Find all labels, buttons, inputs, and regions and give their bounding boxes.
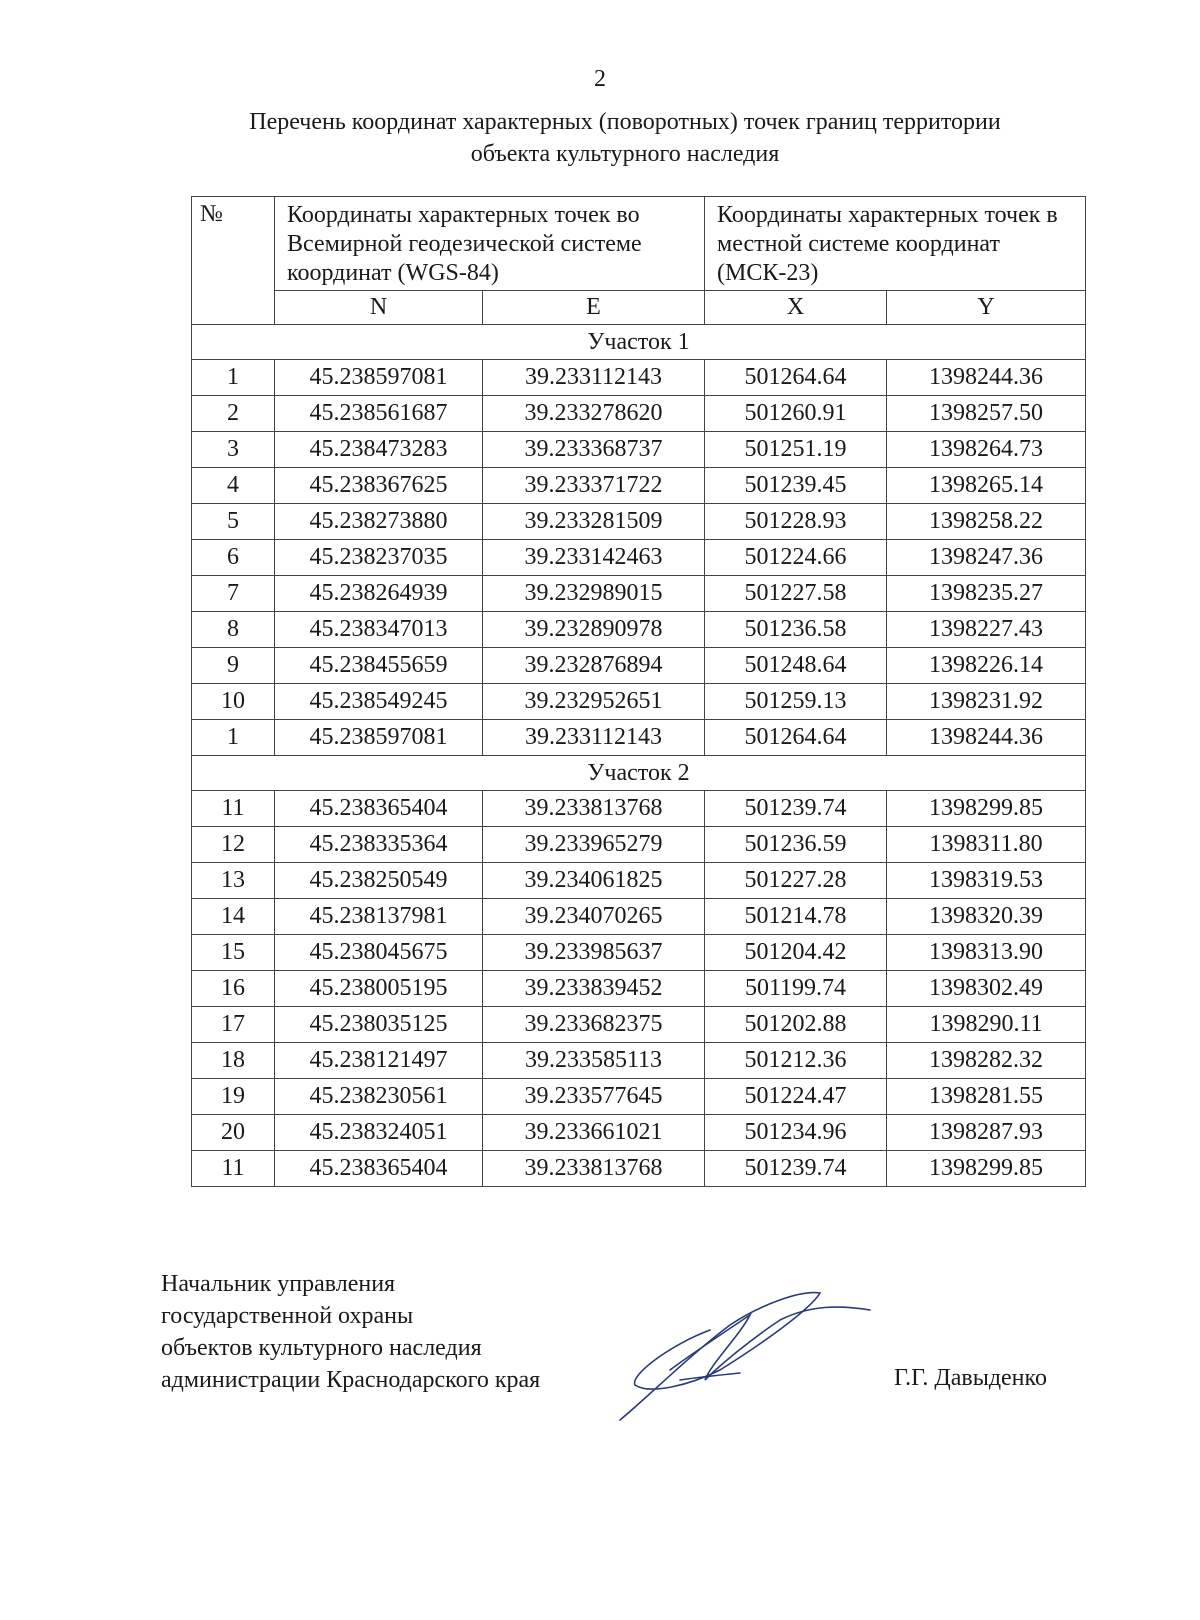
table-row: [192, 1079, 1086, 1115]
cell-n: 45.238597081: [275, 720, 483, 756]
header-msk23: Координаты характерных точек в местной системе координат (МСК-23): [705, 197, 1086, 291]
cell-y: 1398299.85: [887, 791, 1086, 827]
cell-x: 501264.64: [705, 360, 887, 396]
table-row: [192, 935, 1086, 971]
cell-num: 5: [192, 504, 275, 540]
cell-num: 1: [192, 720, 275, 756]
cell-y: 1398302.49: [887, 971, 1086, 1007]
page-number: 2: [594, 66, 606, 92]
document-title: [150, 106, 1100, 170]
cell-x: 501224.66: [705, 540, 887, 576]
table-row: [192, 396, 1086, 432]
cell-num: 15: [192, 935, 275, 971]
cell-num: 13: [192, 863, 275, 899]
cell-x: 501227.28: [705, 863, 887, 899]
position-line-3: объектов культурного наследия: [161, 1335, 482, 1361]
table-row: [192, 791, 1086, 827]
position-line-2: государственной охраны: [161, 1303, 414, 1329]
header-y: Y: [887, 291, 1086, 325]
cell-e: 39.233368737: [483, 432, 705, 468]
header-wgs84: Координаты характерных точек во Всемирной геодезической системе координат (WGS-84): [275, 197, 705, 291]
coordinates-table: [191, 196, 1086, 1187]
cell-e: 39.233813768: [483, 791, 705, 827]
cell-x: 501224.47: [705, 1079, 887, 1115]
cell-num: 1: [192, 360, 275, 396]
section-row: [192, 325, 1086, 360]
cell-num: 10: [192, 684, 275, 720]
cell-y: 1398231.92: [887, 684, 1086, 720]
cell-num: 12: [192, 827, 275, 863]
cell-y: 1398227.43: [887, 612, 1086, 648]
cell-y: 1398258.22: [887, 504, 1086, 540]
table-row: [192, 468, 1086, 504]
cell-num: 11: [192, 791, 275, 827]
header-e: E: [483, 291, 705, 325]
cell-e: 39.232952651: [483, 684, 705, 720]
document-title-line-2: объекта культурного наследия: [470, 141, 780, 167]
position-line-1: Начальник управления: [161, 1271, 396, 1297]
cell-x: 501228.93: [705, 504, 887, 540]
table-row: [192, 1151, 1086, 1187]
handwritten-signature: [610, 1285, 880, 1425]
cell-n: 45.238455659: [275, 648, 483, 684]
cell-num: 16: [192, 971, 275, 1007]
table-body: [192, 325, 1086, 1187]
cell-y: 1398290.11: [887, 1007, 1086, 1043]
cell-y: 1398299.85: [887, 1151, 1086, 1187]
cell-n: 45.238137981: [275, 899, 483, 935]
cell-e: 39.234061825: [483, 863, 705, 899]
cell-x: 501236.58: [705, 612, 887, 648]
cell-num: 18: [192, 1043, 275, 1079]
cell-y: 1398226.14: [887, 648, 1086, 684]
cell-y: 1398313.90: [887, 935, 1086, 971]
cell-e: 39.233585113: [483, 1043, 705, 1079]
cell-n: 45.238347013: [275, 612, 483, 648]
cell-x: 501239.74: [705, 791, 887, 827]
cell-x: 501259.13: [705, 684, 887, 720]
cell-num: 14: [192, 899, 275, 935]
cell-e: 39.233985637: [483, 935, 705, 971]
cell-num: 2: [192, 396, 275, 432]
cell-e: 39.233661021: [483, 1115, 705, 1151]
cell-y: 1398244.36: [887, 720, 1086, 756]
table-row: [192, 899, 1086, 935]
header-number: №: [192, 197, 275, 325]
cell-n: 45.238365404: [275, 791, 483, 827]
cell-n: 45.238561687: [275, 396, 483, 432]
cell-y: 1398235.27: [887, 576, 1086, 612]
cell-x: 501239.74: [705, 1151, 887, 1187]
signer-name: Г.Г. Давыденко: [894, 1365, 1047, 1391]
cell-n: 45.238367625: [275, 468, 483, 504]
cell-n: 45.238324051: [275, 1115, 483, 1151]
cell-y: 1398264.73: [887, 432, 1086, 468]
table-row: [192, 1043, 1086, 1079]
cell-y: 1398257.50: [887, 396, 1086, 432]
cell-n: 45.238005195: [275, 971, 483, 1007]
table-row: [192, 971, 1086, 1007]
cell-x: 501199.74: [705, 971, 887, 1007]
cell-e: 39.233577645: [483, 1079, 705, 1115]
cell-y: 1398319.53: [887, 863, 1086, 899]
cell-n: 45.238230561: [275, 1079, 483, 1115]
cell-e: 39.233965279: [483, 827, 705, 863]
table-row: [192, 612, 1086, 648]
cell-n: 45.238264939: [275, 576, 483, 612]
cell-y: 1398265.14: [887, 468, 1086, 504]
cell-x: 501234.96: [705, 1115, 887, 1151]
cell-y: 1398320.39: [887, 899, 1086, 935]
cell-n: 45.238597081: [275, 360, 483, 396]
cell-num: 6: [192, 540, 275, 576]
cell-n: 45.238035125: [275, 1007, 483, 1043]
table-row: [192, 576, 1086, 612]
cell-y: 1398311.80: [887, 827, 1086, 863]
cell-n: 45.238365404: [275, 1151, 483, 1187]
cell-x: 501248.64: [705, 648, 887, 684]
table-row: [192, 720, 1086, 756]
cell-n: 45.238121497: [275, 1043, 483, 1079]
cell-n: 45.238250549: [275, 863, 483, 899]
cell-y: 1398244.36: [887, 360, 1086, 396]
cell-num: 11: [192, 1151, 275, 1187]
cell-e: 39.233281509: [483, 504, 705, 540]
cell-y: 1398282.32: [887, 1043, 1086, 1079]
cell-x: 501239.45: [705, 468, 887, 504]
position-line-4: администрации Краснодарского края: [161, 1367, 541, 1393]
cell-x: 501260.91: [705, 396, 887, 432]
cell-x: 501204.42: [705, 935, 887, 971]
cell-num: 7: [192, 576, 275, 612]
cell-y: 1398287.93: [887, 1115, 1086, 1151]
cell-num: 19: [192, 1079, 275, 1115]
cell-e: 39.232876894: [483, 648, 705, 684]
cell-num: 20: [192, 1115, 275, 1151]
cell-y: 1398281.55: [887, 1079, 1086, 1115]
cell-x: 501202.88: [705, 1007, 887, 1043]
table-row: [192, 684, 1086, 720]
cell-n: 45.238273880: [275, 504, 483, 540]
table-row: [192, 827, 1086, 863]
cell-n: 45.238237035: [275, 540, 483, 576]
cell-n: 45.238335364: [275, 827, 483, 863]
cell-e: 39.233813768: [483, 1151, 705, 1187]
cell-x: 501214.78: [705, 899, 887, 935]
table-row: [192, 1115, 1086, 1151]
header-x: X: [705, 291, 887, 325]
table-row: [192, 863, 1086, 899]
cell-num: 3: [192, 432, 275, 468]
section-row: [192, 756, 1086, 791]
table-row: [192, 648, 1086, 684]
cell-n: 45.238045675: [275, 935, 483, 971]
table-row: [192, 504, 1086, 540]
table-row: [192, 540, 1086, 576]
section-title: Участок 2: [192, 756, 1086, 791]
section-title: Участок 1: [192, 325, 1086, 360]
table-row: [192, 1007, 1086, 1043]
cell-y: 1398247.36: [887, 540, 1086, 576]
cell-x: 501236.59: [705, 827, 887, 863]
cell-x: 501251.19: [705, 432, 887, 468]
cell-n: 45.238549245: [275, 684, 483, 720]
cell-e: 39.233682375: [483, 1007, 705, 1043]
cell-e: 39.234070265: [483, 899, 705, 935]
cell-num: 17: [192, 1007, 275, 1043]
cell-e: 39.233839452: [483, 971, 705, 1007]
header-n: N: [275, 291, 483, 325]
document-title-line-1: Перечень координат характерных (поворотных) точек границ территории: [249, 109, 1001, 135]
cell-x: 501264.64: [705, 720, 887, 756]
table-row: [192, 360, 1086, 396]
cell-x: 501212.36: [705, 1043, 887, 1079]
cell-e: 39.233142463: [483, 540, 705, 576]
cell-num: 9: [192, 648, 275, 684]
signature-block: [161, 1268, 540, 1396]
cell-e: 39.233371722: [483, 468, 705, 504]
cell-e: 39.233278620: [483, 396, 705, 432]
cell-e: 39.232989015: [483, 576, 705, 612]
cell-num: 8: [192, 612, 275, 648]
table-row: [192, 432, 1086, 468]
cell-num: 4: [192, 468, 275, 504]
cell-e: 39.233112143: [483, 720, 705, 756]
cell-e: 39.232890978: [483, 612, 705, 648]
cell-x: 501227.58: [705, 576, 887, 612]
cell-n: 45.238473283: [275, 432, 483, 468]
cell-e: 39.233112143: [483, 360, 705, 396]
